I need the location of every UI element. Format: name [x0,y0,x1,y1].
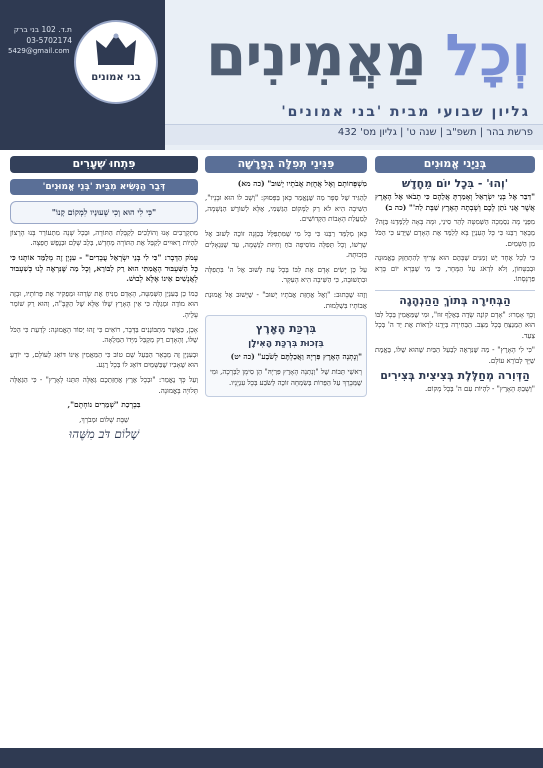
column-right [375,156,535,738]
column-middle [205,156,367,738]
middle-paragraph-3: כָּאן מְלַמֵּד רַבֵּנוּ כִּי כָּל מִי שֶׁמִּתְפַּלֵּל בְּכַוָּנָה זוֹכֶה לְשׁוּב אֶל שָׁרְשׁוֹ, וְכָל תְּפִלָּה מוֹסִיפָה כֹּחַ וְחִיּוּת לַנְּשָׁמָה, עַד שֶׁנִּגְאָלִים בִּזְכוּתָהּ. [205,229,367,260]
masthead-title [170,14,530,104]
right-paragraph-3: וְכָךְ אָמְרוּ: "אָדָם קוֹנֶה שָׂדֶה בְּאֶלֶף זוּז", וּמִי שֶׁמַּאֲמִין בְּכָל לִבּוֹ הוּא הַמְנַצֵּחַ בְּכָל מַצָּב. הַבְּחִירָה בְּיָדֵנוּ לִרְאוֹת אֶת יַד ה' בְּכָל צַעַד. [375,310,535,340]
right-lead-verse: "דַּבֵּר אֶל בְּנֵי יִשְׂרָאֵל וְאָמַרְתָּ אֲלֵהֶם כִּי תָבֹאוּ אֶל הָאָרֶץ אֲשֶׁר אֲנִי נֹתֵן לָכֶם וְשָׁבְתָה הָאָרֶץ שַׁבָּת לַה'" (כה ב) [375,192,535,212]
box-lead-verse: "וְנָתְנָה הָאָרֶץ פִּרְיָהּ וַאֲכַלְתֶּם לָשֹׂבַע" (כה יט) [230,352,362,362]
closing-line-2: שַׁבָּת שָׁלוֹם וּמְבֹרָךְ, [79,415,129,424]
section-title-middle: פִּנִּינֵי תְּפִלָּה בְּפָרָשָׁה [205,156,367,173]
section-title-left: פִּתְחוּ שְׁעָרִים [10,156,198,173]
org-name: בני אמונים [91,72,141,83]
left-paragraph-6: וְעַל כָּךְ נֶאֱמַר: "וּבְכָל אֶרֶץ אֲחֻזַּתְכֶם גְּאֻלָּה תִּתְּנוּ לָאָרֶץ" - כִּי הַגְּאֻלָּה תָּלוּיָה בָּאֱמוּנָה. [10,375,198,395]
left-paragraph-4: אָכֵן, כַּאֲשֶׁר מִתְבּוֹנְנִים בַּדָּבָר, רוֹאִים כִּי זֶהוּ יְסוֹד הָאֱמוּנָה: לָדַעַת כִּי הַכֹּל שֶׁלּוֹ, וְהָאָדָם רַק מְקַבֵּל מִיָּדוֹ הַמְּלֵאָה. [10,325,198,345]
closing-line: בִּבְרָכַת "שְׁמֵרִים נוֹחְתָם", [67,400,141,410]
right-paragraph-4: "כִּי לִי הָאָרֶץ" - מַה שֶּׁנִּרְאֶה לְבַעַל הַבַּיִת שֶׁהוּא שֶׁלּוֹ, בֶּאֱמֶת שַׁיָּךְ לְבוֹרֵא עוֹלָם. [375,346,535,365]
contact-phone: 03-5702174 [26,36,72,45]
signature: שָׁלוֹם דֹּב מִשֶּׁהוּ [69,427,139,442]
right-subheading: הַבְּחִירָה בְּתוֹךְ הַהַנְהָגָה [399,293,511,307]
contact-email: 5429@gmail.com [8,47,70,55]
issue-info-bar [165,124,543,145]
middle-paragraph-5: וְזֶהוּ שֶׁכָּתוּב: "וְאֶל אֲחֻזַּת אֲבֹתָיו יָשׁוּב" - שֶׁיָּשׁוּב אֶל אֱמוּנַת אֲבוֹתָיו בִּשְׁלֵמוּת. [205,290,367,310]
contact-info [8,24,72,57]
middle-paragraph-4: עַל כֵּן יָשִׂים אָדָם אֶת לִבּוֹ בְּכָל עֵת לְשׁוּב אֶל ה' בִּתְפִלָּה וּבִתְשׁוּבָה, כִּי הַשִּׁיבָה הִיא הָעִקָּר. [205,265,367,285]
masthead-title-accent: וְכָל [445,21,530,89]
crown-icon [94,32,138,66]
pull-quote: "כִּי לִי הוּא וְכִי שְׁעוּנָיו לִמְקוֹם קָנוֹ" [10,201,198,224]
masthead [0,0,543,150]
logo-panel [0,0,165,150]
column-left [10,156,198,738]
masthead-title-rest: מַאֲמִינִים [205,21,446,89]
issue-info: פרשת בהר | תשפ"ב | שנה ט' | גליון מס' 432 [337,127,533,138]
right-head-note: 'וְהוּ' - בִּכָל יוֹם מֵחָדָשׁ [401,176,509,190]
right-paragraph-1: מִפְּנֵי מָה נִסְמְכָה הַשְּׁמִטָּה לְהַר סִינַי, וּמָה בָּאָה לְלַמְּדֵנוּ בְּזֶה? מְבָאֵר רַבֵּנוּ כִּי כָּל הָעִנְיָן בָּא לְלַמֵּד אֶת הָאָדָם שֶׁיֵּדַע כִּי הַכֹּל מִן הַשָּׁמַיִם. [375,218,535,248]
right-subheading-2: הַדְּוִרה מְחַלֶּלֶת בְּצִיצִית בְּצִירִים [380,368,530,382]
blessing-box [205,315,367,397]
org-logo [74,20,158,104]
box-text: רָאשֵׁי תֵּבוֹת שֶׁל "וְנָתְנָה הָאָרֶץ פִּרְיָהּ" הֵן סִימָן לַבְּרָכָה, וּמִי שֶׁמְּבָרֵךְ עַל הַפֵּרוֹת בְּשִׂמְחָה זוֹכֶה לְשֹׂבַע בְּכָל עִנְיָנָיו. [210,367,362,387]
left-paragraph-1: מִתְקָרְבִים אָנוּ וְהוֹלְכִים לְקַבָּלַת הַתּוֹרָה, וּבְכָל שָׁנָה מִתְעוֹרֵר בָּנוּ הָרָצוֹן לִהְיוֹת רְאוּיִים לְקַבֵּל אֶת הַתּוֹרָה מֵחָדָשׁ, בְּלֵב שָׁלֵם וּבְנֶפֶשׁ חֲפֵצָה. [10,228,198,248]
left-subtitle: דְּבַר הַנְּשִׂיא מִבֵּית 'בְּנֵי אֱמוּנִים' [10,179,198,196]
left-paragraph-3: כְּמוֹ כֵן בְּעִנְיַן הַשְּׁמִטָּה, הָאָדָם מַנִּיחַ אֶת שָׂדֵהוּ וּמַפְקִיר אֶת פֵּרוֹתָיו, וּבָזֶה הוּא מוֹדֶה וּמְגַלֶּה כִּי אֵין הָאָרֶץ שֶׁלּוֹ אֶלָּא שֶׁל הַקָּבָּ"ה, וְהוּא רַק שׁוֹמֵר עָלֶיהָ. [10,289,198,319]
middle-paragraph-2: לְהַגִּיד שֶׁל סְפָר מַה שֶּׁנֶּאֱמַר כָּאן בַּפָּסוּק: "וְשָׁב לוֹ הוּא וּבָנָיו", הַשִּׁיבָה הִיא לֹא רַק לַמָּקוֹם הַגַּשְׁמִי, אֶלָּא לְשׁוֹרֶשׁ הַנְּשָׁמָה, לְמַעֲלַת הָאָבוֹת הַקְּדוֹשִׁים. [205,194,367,224]
left-paragraph-2: עָמֹק הַדָּבָר: "כִּי לִי בְּנֵי יִשְׂרָאֵל עֲבָדִים" - עִנְיָן זֶה מְלַמֵּד אוֹתָנוּ כִּי כָּל הַשִּׁעְבּוּד הָאֲמִתִּי הוּא רַק לַבּוֹרֵא, וְכָל מַה שֶּׁנִּרְאֶה לָנוּ כְּשִׁעְבּוּד לָאֲנָשִׁים אֵינוֹ אֶלָּא לְבוּשׁ. [10,252,198,284]
section-title-right: בְּנֵיָני אֱמוּנִים [375,156,535,173]
bottom-strip [0,748,543,768]
right-paragraph-2: כִּי לְכָל אֶחָד יֵשׁ זְמַנִּים שֶׁבָּהֶם הוּא צָרִיךְ לְהִתְחַזֵּק בֶּאֱמוּנָה וּבְבִטָּחוֹן, וְלֹא לִדְאֹג עַל הַמָּחָר, כִּי מִי שֶׁבָּרָא יוֹם בָּרָא פַּרְנָסָתוֹ. [375,254,535,284]
left-paragraph-5: וּבְעִנְיָן זֶה מְבָאֵר הַבַּעַל שֵׁם טוֹב כִּי הַמַּאֲמִין אֵינוֹ דּוֹאֵג לְעוֹלָם, כִּי יוֹדֵעַ הוּא שֶׁאָבִיו שֶׁבַּשָּׁמַיִם דּוֹאֵג לוֹ בְּכָל רֶגַע. [10,350,198,370]
box-title: בִּרְכַּת הָאָרֶץ [255,322,317,336]
middle-paragraph-1: מִשְׁפְּחוֹתָם וְאֶל אֲחֻזַּת אֲבֹתָיו יָשׁוּב" (כה מא) [237,178,367,188]
contact-address: ת.ד. 102 בני ברק [13,25,72,34]
box-subtitle: בִּזְכוּת בִּרְכַּת הָאִילָן [248,338,324,349]
right-paragraph-5: "וְשָׁבַתְּ הָאָרֶץ" - לִהְיוֹת עִם ה' בְּכָל מָקוֹם. [425,385,535,394]
divider [375,290,535,291]
masthead-subtitle: גליון שבועי מבית 'בני אמונים' [281,104,530,120]
